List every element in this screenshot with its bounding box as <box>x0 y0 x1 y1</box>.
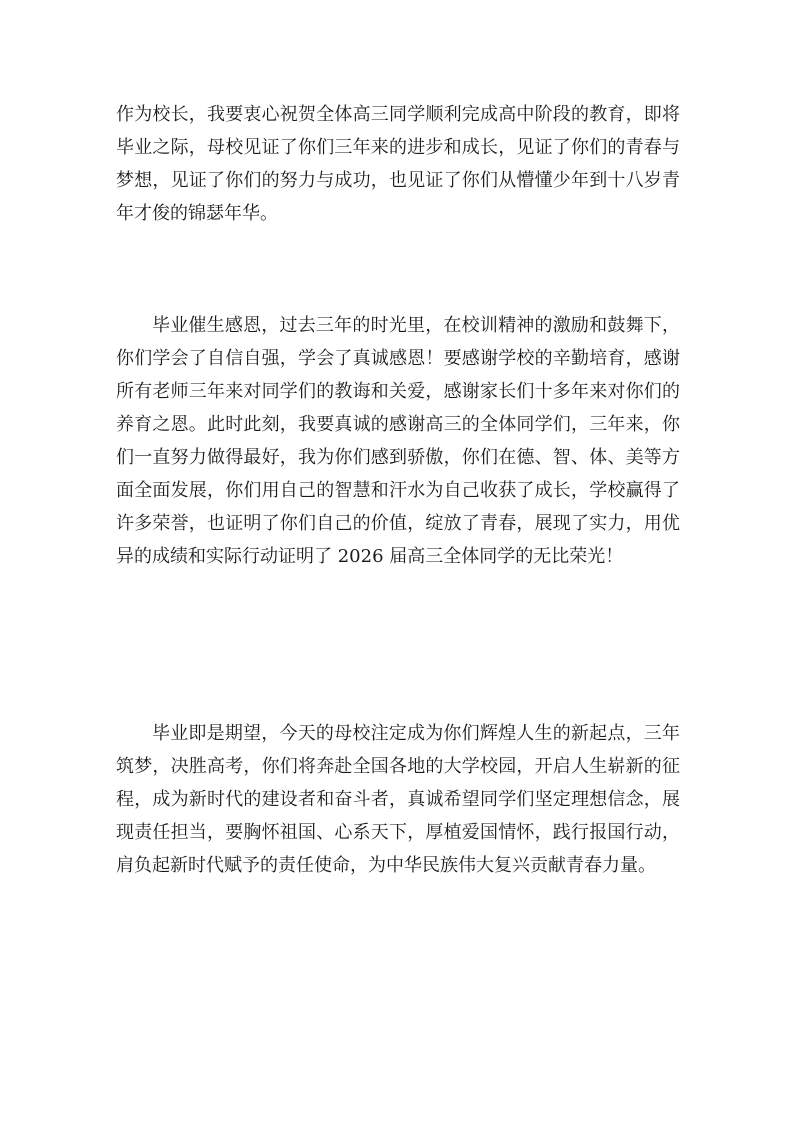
paragraph-gratitude: 毕业催生感恩，过去三年的时光里，在校训精神的激励和鼓舞下，你们学会了自信自强，学会了真诚感恩！要感谢学校的辛勤培育，感谢所有老师三年来对同学们的教诲和关爱，感谢家长们十多年来对你们的养育之恩。此时此刻，我要真诚的感谢高三的全体同学们，三年来，你们一直努力做得最好，我为你们感到骄傲，你们在德、智、体、美等方面全面发展，你们用自己的智慧和汗水为自己收获了成长，学校赢得了许多荣誉，也证明了你们自己的价值，绽放了青春，展现了实力，用优异的成绩和实际行动证明了 2026 届高三全体同学的无比荣光！ <box>116 315 680 567</box>
paragraph-congratulations: 作为校长，我要衷心祝贺全体高三同学顺利完成高中阶段的教育，即将毕业之际，母校见证了你们三年来的进步和成长，见证了你们的青春与梦想，见证了你们的努力与成功，也见证了你们从懵懂少年到十八岁青年才俊的锦瑟年华。 <box>116 104 680 224</box>
paragraph-expectations: 毕业即是期望，今天的母校注定成为你们辉煌人生的新起点，三年筑梦，决胜高考，你们将奔赴全国各地的大学校园，开启人生崭新的征程，成为新时代的建设者和奋斗者，真诚希望同学们坚定理想信念，展现责任担当，要胸怀祖国、心系天下，厚植爱国情怀，践行报国行动，肩负起新时代赋予的责任使命，为中华民族伟大复兴贡献青春力量。 <box>116 723 680 876</box>
